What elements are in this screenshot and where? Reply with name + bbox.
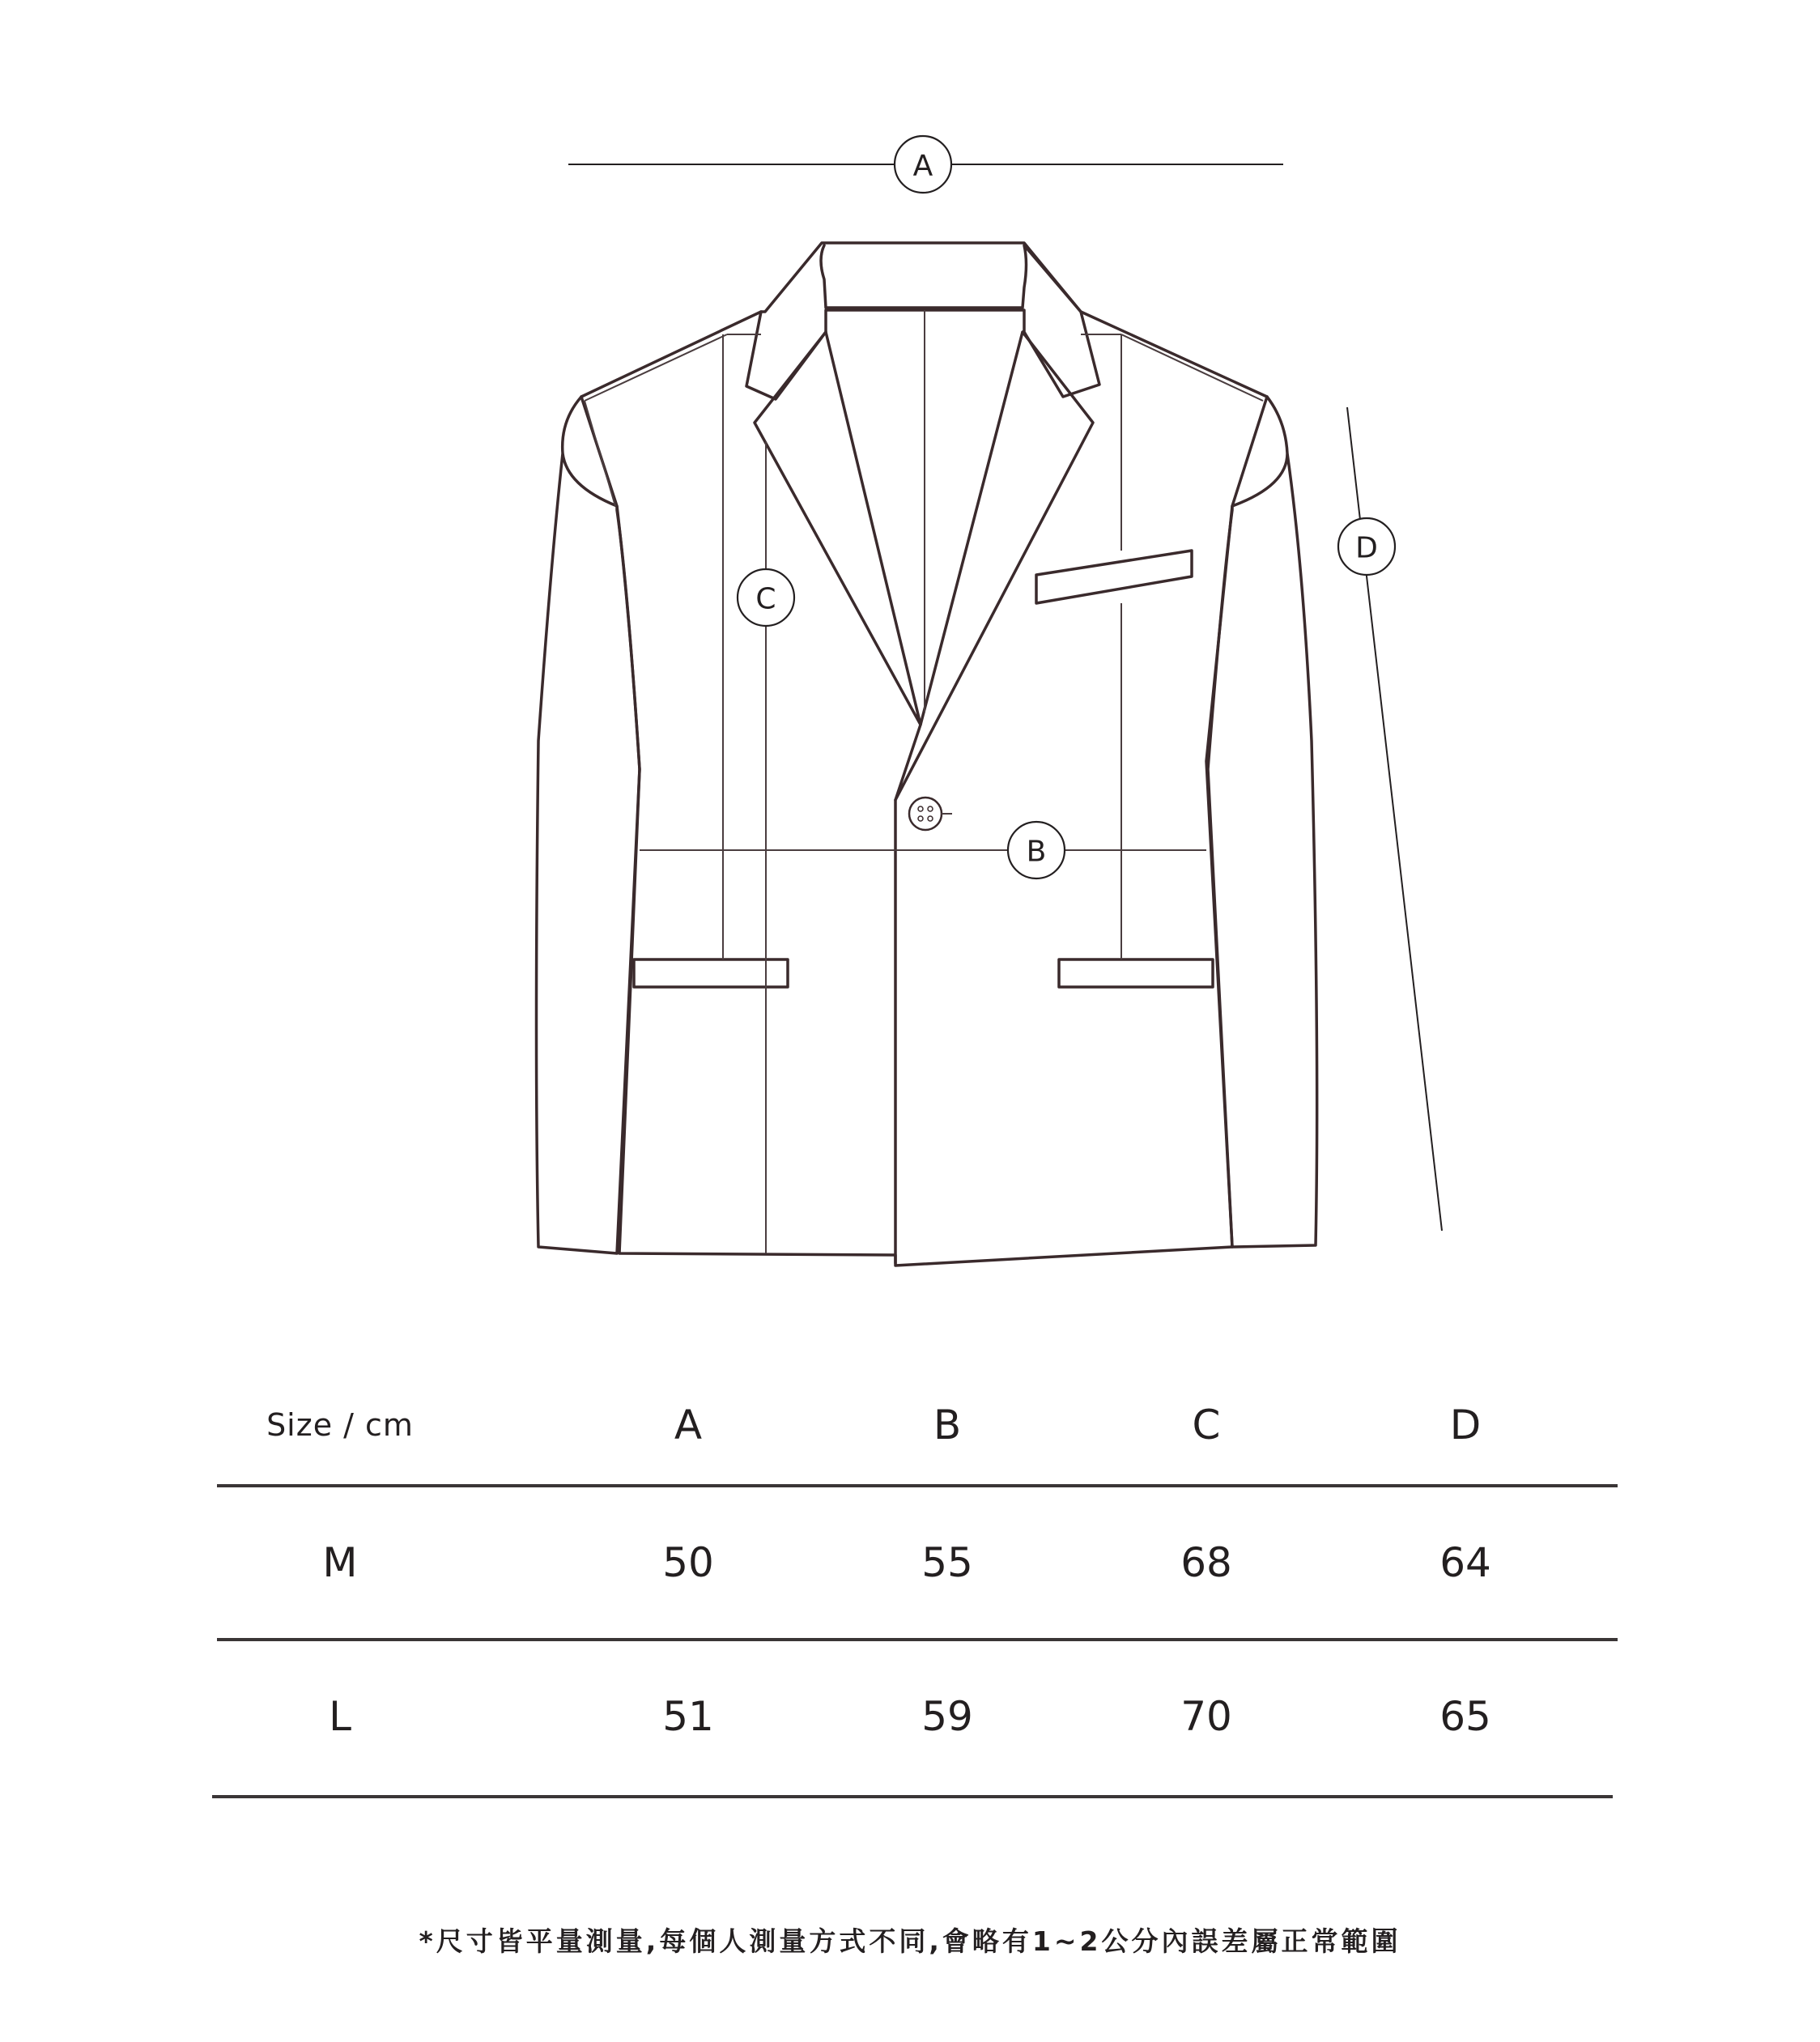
- jacket-outline: [537, 243, 1317, 1266]
- label-b-text: B: [1026, 835, 1047, 869]
- label-a-text: A: [912, 149, 933, 183]
- size-table: [217, 1376, 1618, 1793]
- left-lapel: [755, 332, 921, 725]
- label-c-text: C: [755, 582, 776, 616]
- cell-d: 65: [1439, 1693, 1491, 1740]
- right-lower-pocket: [1059, 959, 1213, 987]
- button-holes: [918, 806, 933, 821]
- label-c: [738, 569, 794, 626]
- left-lower-pocket: [634, 959, 788, 987]
- table-header-row: [217, 1376, 1618, 1486]
- label-a: [895, 136, 951, 193]
- col-header-d: D: [1449, 1402, 1482, 1449]
- col-header-c: C: [1192, 1402, 1221, 1449]
- unit-header: Size / cm: [266, 1407, 414, 1443]
- table-row: [217, 1486, 1618, 1640]
- size-label: L: [329, 1693, 351, 1740]
- cell-c: 70: [1180, 1693, 1232, 1740]
- label-b: [1008, 822, 1065, 878]
- button: [909, 798, 942, 830]
- label-d-text: D: [1355, 531, 1378, 565]
- cell-b: 55: [921, 1539, 973, 1586]
- cell-a: 50: [662, 1539, 714, 1586]
- chest-pocket: [1036, 551, 1192, 603]
- cell-b: 59: [921, 1693, 973, 1740]
- col-header-a: A: [674, 1402, 703, 1449]
- label-d: [1338, 518, 1395, 575]
- cell-a: 51: [662, 1693, 714, 1740]
- divider: [212, 1795, 1613, 1798]
- cell-c: 68: [1180, 1539, 1232, 1586]
- col-header-b: B: [933, 1402, 962, 1449]
- seams: [585, 310, 1263, 1253]
- measurement-footnote: *尺寸皆平量測量,每個人測量方式不同,會略有1~2公分內誤差屬正常範圍: [419, 1925, 1401, 1957]
- cell-d: 64: [1439, 1539, 1491, 1586]
- size-label: M: [322, 1539, 358, 1586]
- table-row: [217, 1640, 1618, 1793]
